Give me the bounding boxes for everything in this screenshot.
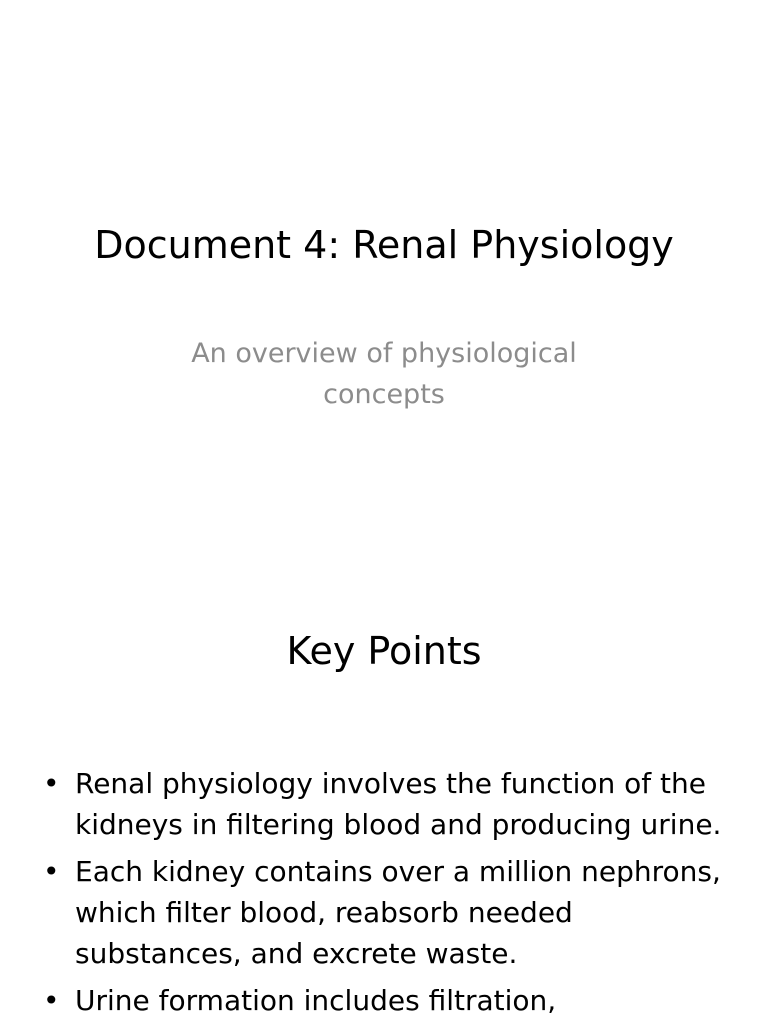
key-points-heading: Key Points xyxy=(286,629,482,673)
document-title: Document 4: Renal Physiology xyxy=(94,223,674,267)
bullet-text: Each kidney contains over a million nephrons, which filter blood, reabsorb needed substances, and excrete waste. xyxy=(75,855,721,970)
bullet-icon: • xyxy=(43,767,60,800)
key-points-list xyxy=(40,763,740,1027)
list-item xyxy=(40,980,740,1021)
bullet-text: Renal physiology involves the function of the kidneys in filtering blood and producing urine. xyxy=(75,767,722,841)
bullet-icon: • xyxy=(43,855,60,888)
list-item xyxy=(40,763,740,845)
document-subtitle: An overview of physiological concepts xyxy=(191,338,577,410)
bullet-icon: • xyxy=(43,984,60,1017)
list-item xyxy=(40,851,740,974)
bullet-text: Urine formation includes filtration, xyxy=(75,984,557,1017)
